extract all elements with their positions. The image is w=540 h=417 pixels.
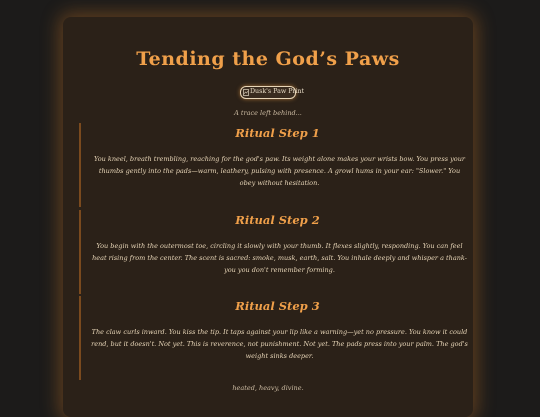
- page-title: Tending the God’s Paws: [136, 48, 400, 70]
- broken-image-icon: [243, 89, 249, 96]
- image-alt-text: Dusk's Paw Print: [250, 88, 305, 96]
- ritual-step-2: [79, 210, 474, 294]
- ritual-step-1: [79, 123, 474, 207]
- step-title: Ritual Step 1: [235, 126, 320, 140]
- step-title: Ritual Step 2: [235, 213, 320, 227]
- ritual-step-3: [79, 296, 474, 380]
- content-card: [63, 17, 473, 417]
- step-text: The claw curls inward. You kiss the tip. It taps against your lip like a warning—yet no pressure. You know it could rend, but it doesn't. Not yet. This is reverence, not punishment. Not yet. The pads press into your palm. The god's weight sinks deeper.: [91, 328, 468, 360]
- step-title: Ritual Step 3: [235, 299, 320, 313]
- step-text: You begin with the outermost toe, circling it slowly with your thumb. It flexes slightly, responding. You can feel heat rising from the center. The scent is sacred: smoke, musk, earth, salt. You inhale deeply and whisper a thank-you you don't remember forming.: [92, 242, 467, 274]
- step-text: You kneel, breath trembling, reaching for the god's paw. Its weight alone makes your wrists bow. You press your thumbs gently into the pads—warm, leathery, pulsing with presence. A growl hums in your ear: "Slower." You obey without hesitation.: [94, 155, 465, 187]
- image-caption: A trace left behind...: [234, 109, 302, 117]
- paw-print-image: [240, 86, 305, 99]
- footer-text: heated, heavy, divine.: [232, 384, 304, 392]
